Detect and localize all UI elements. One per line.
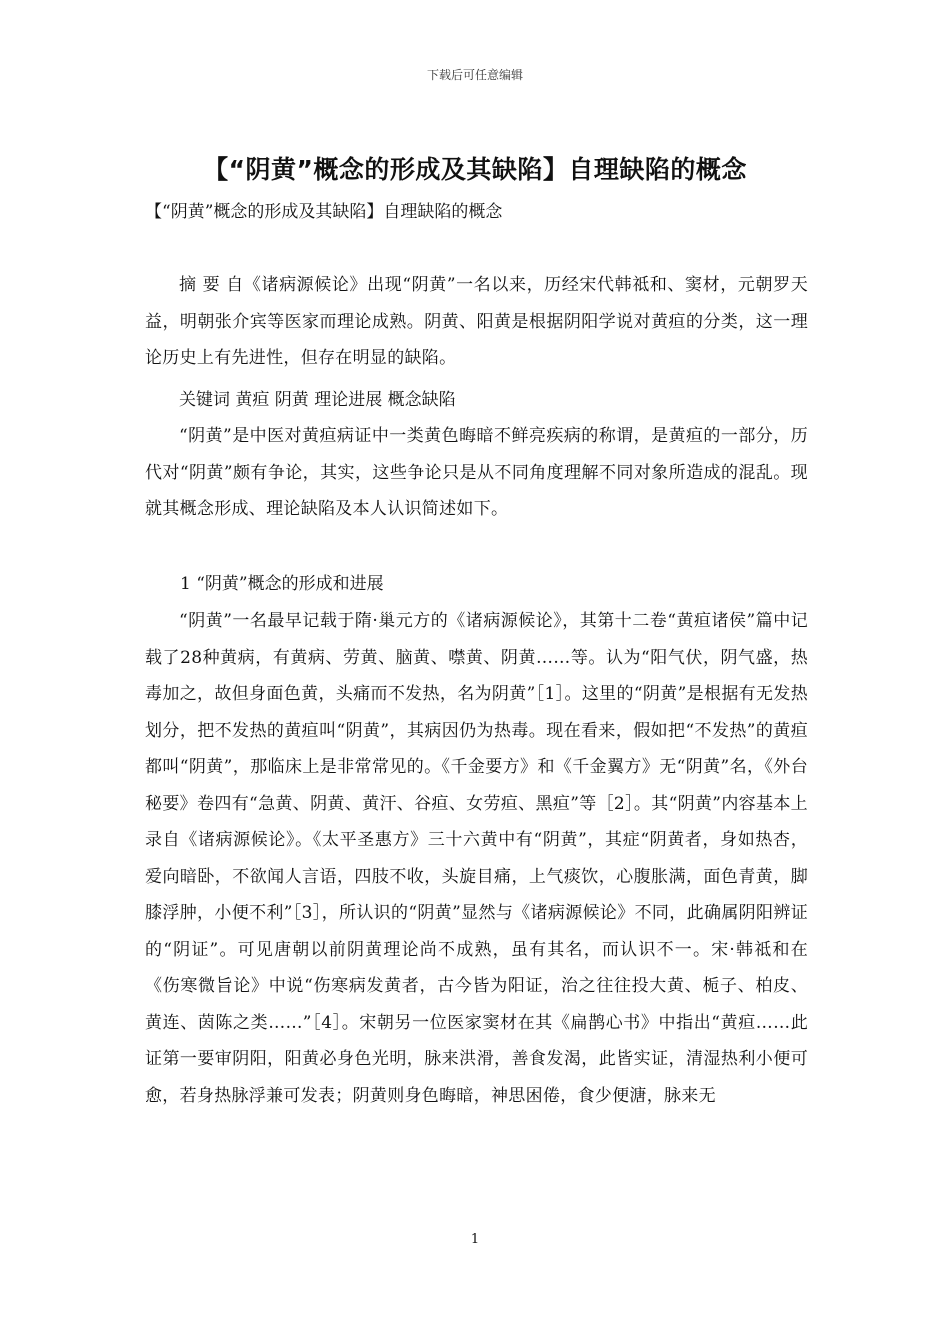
keywords-line: 关键词 黄疸 阴黄 理论进展 概念缺陷 [179,390,456,410]
document-title: 【“阴黄”概念的形成及其缺陷】自理缺陷的概念 [203,155,747,184]
section-body [145,603,808,1114]
section-paragraph: “阴黄”一名最早记载于隋·巢元方的《诸病源候论》，其第十二卷“黄疸诸侯”篇中记载了28种黄病，有黄病、劳黄、脑黄、噤黄、阴黄……等。认为“阳气伏，阴气盛，热毒加之，故但身面色黄，头痛而不发热，名为阴黄”［1］。这里的“阴黄”是根据有无发热划分，把不发热的黄疸叫“阴黄”，其病因仍为热毒。现在看来，假如把“不发热”的黄疸都叫“阴黄”，那临床上是非常常见的。《千金要方》和《千金翼方》无“阴黄”名，《外台秘要》卷四有“急黄、阴黄、黄汗、谷疸、女劳疸、黑疸”等［2］。其“阴黄”内容基本上录自《诸病源候论》。《太平圣惠方》三十六黄中有“阴黄”，其症“阴黄者，身如热杏，爱向暗卧，不欲闻人言语，四肢不收，头旋目痛，上气痰饮，心腹胀满，面色青黄，脚膝浮肿，小便不利”［3］，所认识的“阴黄”显然与《诸病源候论》不同，此确属阴阳辨证的“阴证”。可见唐朝以前阴黄理论尚不成熟，虽有其名，而认识不一。宋·韩祗和在《伤寒微旨论》中说“伤寒病发黄者，古今皆为阳证，治之往往投大黄、栀子、柏皮、黄连、茵陈之类……”［4］。宋朝另一位医家窦材在其《扁鹊心书》中指出“黄疸……此证第一要审阴阳，阳黄必身色光明，脉来洪滑，善食发渴，此皆实证，清湿热利小便可愈，若身热脉浮兼可发表；阴黄则身色晦暗，神思困倦，食少便溏，脉来无 [145,611,808,1106]
intro-section [145,418,808,528]
document-subtitle: 【“阴黄”概念的形成及其缺陷】自理缺陷的概念 [145,202,503,222]
header-note: 下载后可任意编辑 [426,68,523,82]
intro-paragraph: “阴黄”是中医对黄疸病证中一类黄色晦暗不鲜亮疾病的称谓，是黄疸的一部分，历代对“阴黄”颇有争论，其实，这些争论只是从不同角度理解不同对象所造成的混乱。现就其概念形成、理论缺陷及本人认识简述如下。 [145,426,808,519]
section-heading: 1 “阴黄”概念的形成和进展 [180,574,384,594]
abstract-section [145,267,808,377]
page-number: 1 [470,1232,480,1247]
abstract-paragraph: 摘 要 自《诸病源候论》出现“阴黄”一名以来，历经宋代韩祗和、窦材，元朝罗天益，明朝张介宾等医家而理论成熟。阴黄、阳黄是根据阴阳学说对黄疸的分类，这一理论历史上有先进性，但存在明显的缺陷。 [145,275,808,368]
